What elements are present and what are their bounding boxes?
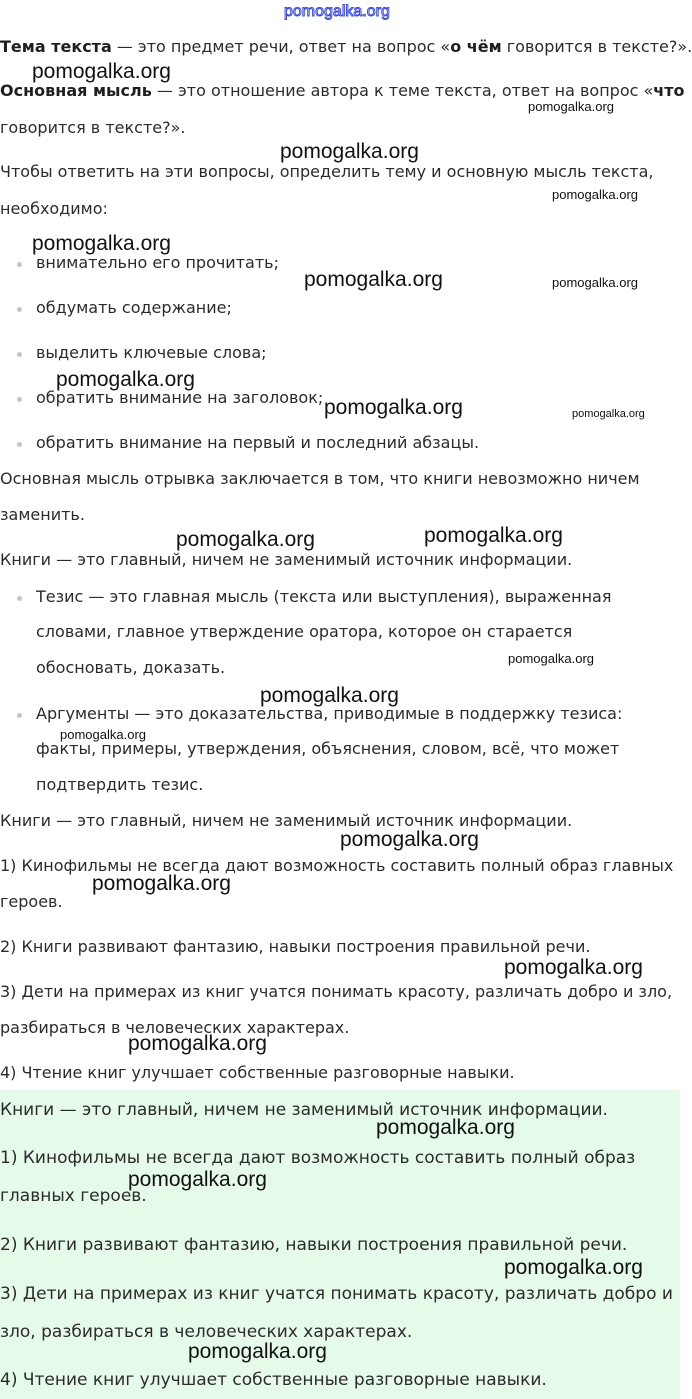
watermark-overlay: pomogalka.org	[92, 872, 231, 895]
site-watermark-header: pomogalka.org	[284, 3, 390, 20]
arguments-term-line-3: подтвердить тезис.	[36, 775, 204, 794]
watermark-overlay: pomogalka.org	[424, 524, 563, 547]
arguments-term-line-2: факты, примеры, утверждения, объяснения, словом, всё, что может	[36, 739, 620, 758]
watermark-overlay: pomogalka.org	[340, 828, 479, 851]
arguments-term-line-1: Аргументы — это доказательства, приводимые в поддержку тезиса:	[36, 704, 623, 723]
watermark-overlay: pomogalka.org	[32, 60, 171, 83]
main-idea-question-word: что	[653, 81, 685, 100]
topic-term: Тема текста	[0, 37, 112, 56]
list-item: обдумать содержание;	[36, 298, 232, 317]
intro-line-2: необходимо:	[0, 199, 108, 218]
bullet-icon	[17, 442, 22, 447]
main-idea-definition-text: — это отношение автора к теме текста, ответ на вопрос «	[151, 81, 654, 100]
topic-definition-text: — это предмет речи, ответ на вопрос «	[111, 37, 451, 56]
highlight-argument-1-line-2: главных героев.	[0, 1186, 147, 1206]
watermark-overlay: pomogalka.org	[56, 368, 195, 391]
watermark-overlay: pomogalka.org	[60, 727, 146, 742]
thesis-statement: Книги — это главный, ничем не заменимый источник информации.	[0, 550, 573, 569]
watermark-overlay: pomogalka.org	[552, 275, 638, 290]
watermark-overlay: pomogalka.org	[128, 1168, 267, 1191]
watermark-overlay: pomogalka.org	[528, 99, 614, 114]
main-idea-definition	[0, 81, 685, 101]
list-item: выделить ключевые слова;	[36, 343, 267, 362]
bullet-icon	[17, 397, 22, 402]
list-item: обратить внимание на заголовок;	[36, 388, 324, 407]
answer-argument-3-line-1: 3) Дети на примерах из книг учатся понимать красоту, различать добро и зло,	[0, 982, 673, 1001]
main-idea-line-1: Основная мысль отрывка заключается в том, что книги невозможно ничем	[0, 469, 640, 488]
bullet-icon	[17, 352, 22, 357]
watermark-overlay: pomogalka.org	[32, 232, 171, 255]
list-item: внимательно его прочитать;	[36, 253, 279, 272]
watermark-overlay: pomogalka.org	[324, 396, 463, 419]
answer-thesis: Книги — это главный, ничем не заменимый источник информации.	[0, 811, 573, 830]
watermark-overlay: pomogalka.org	[508, 651, 594, 666]
list-item: обратить внимание на первый и последний абзацы.	[36, 433, 480, 452]
watermark-overlay: pomogalka.org	[504, 956, 643, 979]
answer-argument-1-line-1: 1) Кинофильмы не всегда дают возможность составить полный образ главных	[0, 856, 674, 875]
watermark-overlay: pomogalka.org	[304, 268, 443, 291]
watermark-overlay: pomogalka.org	[552, 187, 638, 202]
watermark-overlay: pomogalka.org	[260, 684, 399, 707]
topic-definition	[0, 37, 692, 57]
thesis-term-line-2: словами, главное утверждение оратора, которое он старается	[36, 622, 573, 641]
highlighted-answer-block	[0, 1090, 680, 1399]
bullet-icon	[17, 262, 22, 267]
highlight-argument-4: 4) Чтение книг улучшает собственные разговорные навыки.	[0, 1370, 547, 1390]
watermark-overlay: pomogalka.org	[572, 408, 645, 420]
thesis-term-line-1: Тезис — это главная мысль (текста или выступления), выраженная	[36, 587, 612, 606]
main-idea-line-2: заменить.	[0, 505, 85, 524]
answer-argument-2: 2) Книги развивают фантазию, навыки построения правильной речи.	[0, 937, 591, 956]
topic-question-word: о чём	[450, 37, 502, 56]
watermark-overlay: pomogalka.org	[280, 140, 419, 163]
highlight-argument-2: 2) Книги развивают фантазию, навыки построения правильной речи.	[0, 1235, 628, 1255]
answer-argument-1-line-2: героев.	[0, 892, 63, 911]
bullet-icon	[17, 307, 22, 312]
highlight-argument-3-line-1: 3) Дети на примерах из книг учатся понимать красоту, различать добро и	[0, 1284, 673, 1304]
highlight-argument-3-line-2: зло, разбираться в человеческих характерах.	[0, 1322, 413, 1342]
highlight-argument-1-line-1: 1) Кинофильмы не всегда дают возможность составить полный образ	[0, 1148, 636, 1168]
intro-line-1: Чтобы ответить на эти вопросы, определить тему и основную мысль текста,	[0, 162, 654, 181]
watermark-overlay: pomogalka.org	[176, 528, 315, 551]
bullet-icon	[17, 596, 22, 601]
watermark-overlay: pomogalka.org	[504, 1256, 643, 1279]
topic-definition-tail: говорится в тексте?».	[501, 37, 692, 56]
answer-argument-3-line-2: разбираться в человеческих характерах.	[0, 1018, 350, 1037]
main-idea-term: Основная мысль	[0, 81, 152, 100]
bullet-icon	[17, 713, 22, 718]
main-idea-definition-tail: говорится в тексте?».	[0, 118, 186, 137]
watermark-overlay: pomogalka.org	[188, 1340, 327, 1363]
thesis-term-line-3: обосновать, доказать.	[36, 658, 226, 677]
watermark-overlay: pomogalka.org	[128, 1032, 267, 1055]
highlight-thesis: Книги — это главный, ничем не заменимый источник информации.	[0, 1100, 608, 1120]
watermark-overlay: pomogalka.org	[376, 1116, 515, 1139]
answer-argument-4: 4) Чтение книг улучшает собственные разговорные навыки.	[0, 1063, 515, 1082]
